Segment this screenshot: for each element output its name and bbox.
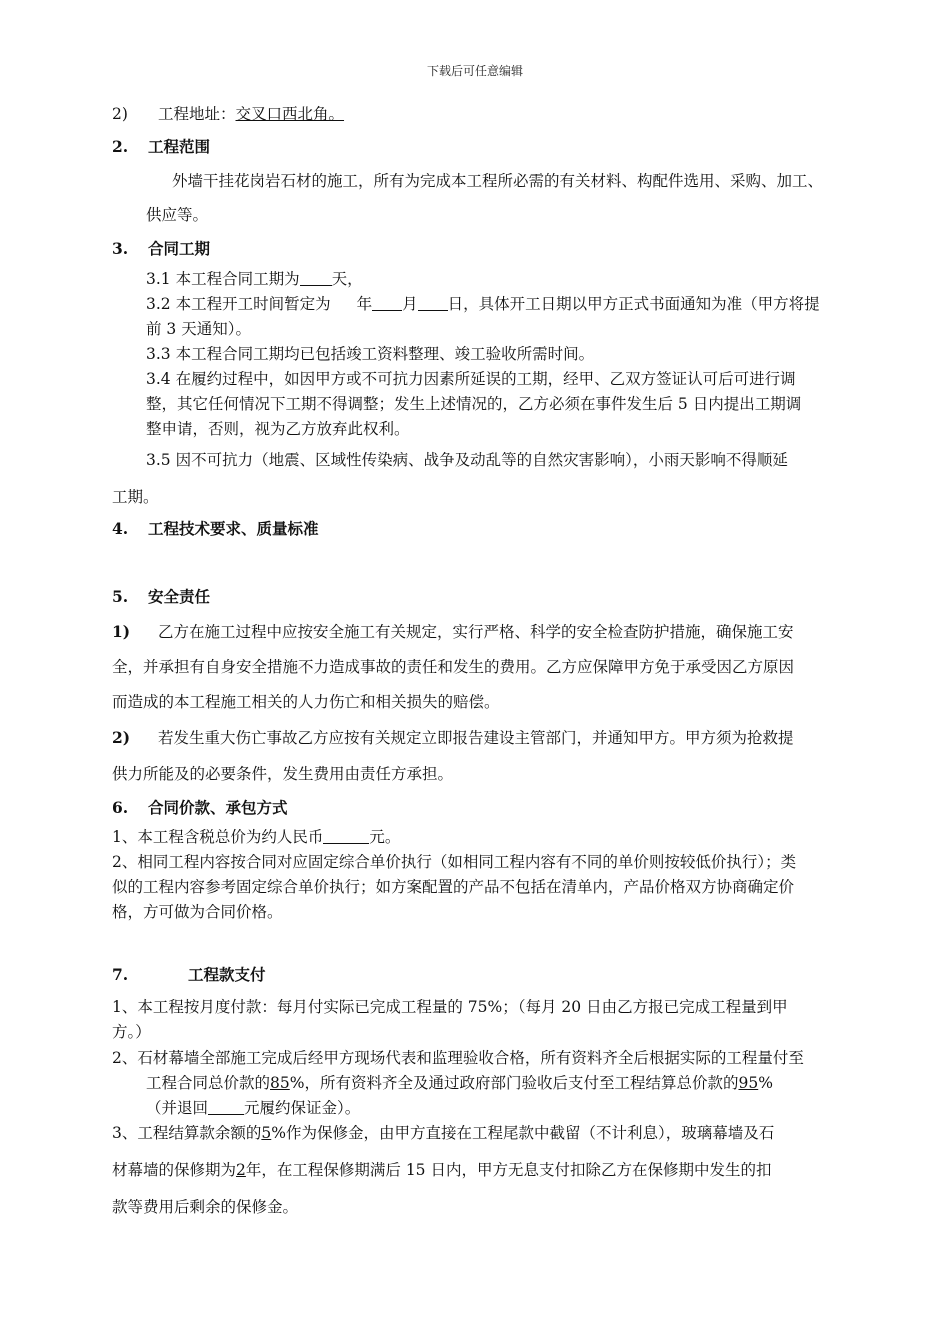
section-heading-5 xyxy=(112,585,210,609)
clause-text: 3.1 本工程合同工期为 xyxy=(146,270,300,288)
section-heading-7 xyxy=(112,963,266,987)
item-text: 乙方在施工过程中应按安全施工有关规定，实行严格、科学的安全检查防护措施，确保施工安 xyxy=(158,623,794,641)
paragraph-line: 前 3 天通知）。 xyxy=(146,320,251,338)
payment-line-2b xyxy=(146,1071,773,1095)
line-text: %作为保修金，由甲方直接在工程尾款中截留（不计利息），玻璃幕墙及石 xyxy=(271,1124,775,1142)
fill-blank xyxy=(300,269,332,286)
section-title: 合同价款、承包方式 xyxy=(148,798,288,817)
paragraph-line: 供应等。 xyxy=(146,206,209,224)
clause-3-3: 3.3 本工程合同工期均已包括竣工资料整理、竣工验收所需时间。 xyxy=(146,345,595,363)
percent-value: 5 xyxy=(261,1124,272,1142)
line-text: 元。 xyxy=(369,828,401,846)
percent-value: 95 xyxy=(738,1074,759,1092)
paragraph-line: 而造成的本工程施工相关的人力伤亡和相关损失的赔偿。 xyxy=(112,693,500,711)
line-text: 材幕墙的保修期为 xyxy=(112,1161,237,1179)
fill-blank xyxy=(418,294,448,311)
line-text: % xyxy=(758,1074,773,1092)
page-header: 下载后可任意编辑 xyxy=(426,64,523,78)
line-text: 年，在工程保修期满后 15 日内，甲方无息支付扣除乙方在保修期中发生的扣 xyxy=(245,1161,772,1179)
clause-3-2 xyxy=(146,292,820,316)
payment-line-1: 1、本工程按月度付款：每月付实际已完成工程量的 75%；（每月 20 日由乙方报已完成工程量到甲 xyxy=(112,998,788,1016)
section-heading-2 xyxy=(112,135,210,159)
payment-line-3 xyxy=(112,1121,774,1145)
line-text: 元履约保证金）。 xyxy=(244,1099,361,1117)
clause-text: 天， xyxy=(331,270,363,288)
fill-blank xyxy=(323,827,369,844)
section-title: 工程款支付 xyxy=(188,965,266,984)
safety-item-2 xyxy=(112,726,794,750)
fill-blank xyxy=(208,1098,244,1115)
section-title: 工程技术要求、质量标准 xyxy=(148,519,319,538)
section-number: 3. xyxy=(112,239,129,258)
paragraph-line: 整申请，否则，视为乙方放弃此权利。 xyxy=(146,420,410,438)
section-title: 合同工期 xyxy=(148,239,211,258)
item-number: 1) xyxy=(112,622,131,641)
line-text: （并退回 xyxy=(146,1099,209,1117)
clause-text: 月 xyxy=(402,295,418,313)
price-line-2: 2、相同工程内容按合同对应固定综合单价执行（如相同工程内容有不同的单价则按较低价执行）；类 xyxy=(112,853,797,871)
section-number: 2. xyxy=(112,137,129,156)
paragraph-line: 全，并承担有自身安全措施不力造成事故的责任和发生的费用。乙方应保障甲方免于承受因乙方原因 xyxy=(112,658,795,676)
payment-line-2: 2、石材幕墙全部施工完成后经甲方现场代表和监理验收合格，所有资料齐全后根据实际的工程量付至 xyxy=(112,1049,804,1067)
clause-3-4: 3.4 在履约过程中，如因甲方或不可抗力因素所延误的工期，经甲、乙双方签证认可后可进行调 xyxy=(146,370,796,388)
address-line xyxy=(112,102,344,126)
section-heading-6 xyxy=(112,796,288,820)
section-heading-3 xyxy=(112,237,210,261)
warranty-years: 2 xyxy=(236,1161,246,1179)
section-number: 5. xyxy=(112,587,129,606)
item-text: 若发生重大伤亡事故乙方应按有关规定立即报告建设主管部门，并通知甲方。甲方须为抢救提 xyxy=(158,729,794,747)
address-label: 工程地址： xyxy=(158,105,236,123)
item-number: 2) xyxy=(112,728,131,747)
clause-text: 3.2 本工程开工时间暂定为 xyxy=(146,295,331,313)
paragraph-line: 方。） xyxy=(112,1023,151,1041)
line-text: 工程合同总价款的 xyxy=(146,1074,271,1092)
section-title: 工程范围 xyxy=(148,137,211,156)
section-number: 6. xyxy=(112,798,129,817)
section-number: 4. xyxy=(112,519,129,538)
clause-3-5: 3.5 因不可抗力（地震、区域性传染病、战争及动乱等的自然灾害影响），小雨天影响不得顺延 xyxy=(146,451,788,469)
percent-value: 85 xyxy=(270,1074,290,1092)
payment-line-3b xyxy=(112,1158,771,1182)
line-text: 1、本工程含税总价为约人民币 xyxy=(112,828,324,846)
paragraph-line: 似的工程内容参考固定综合单价执行；如方案配置的产品不包括在清单内，产品价格双方协商确定价 xyxy=(112,878,795,896)
paragraph-line: 款等费用后剩余的保修金。 xyxy=(112,1198,299,1216)
price-line-1 xyxy=(112,825,400,849)
section-heading-4 xyxy=(112,517,319,541)
paragraph-line: 外墙干挂花岗岩石材的施工，所有为完成本工程所必需的有关材料、构配件选用、采购、加工、 xyxy=(172,172,824,190)
section-title: 安全责任 xyxy=(148,587,211,606)
paragraph-line: 整，其它任何情况下工期不得调整；发生上述情况的，乙方必须在事件发生后 5 日内提出工期调 xyxy=(146,395,802,413)
paragraph-line: 供力所能及的必要条件，发生费用由责任方承担。 xyxy=(112,765,454,783)
fill-blank xyxy=(372,294,402,311)
safety-item-1 xyxy=(112,620,794,644)
item-number: 2) xyxy=(112,105,128,123)
paragraph-line: 格，方可做为合同价格。 xyxy=(112,903,283,921)
line-text: %，所有资料齐全及通过政府部门验收后支付至工程结算总价款的 xyxy=(289,1074,739,1092)
line-text: 3、工程结算款余额的 xyxy=(112,1124,262,1142)
section-number: 7. xyxy=(112,965,129,984)
clause-text: 年 xyxy=(356,295,373,313)
address-value: 交叉口西北角。 xyxy=(235,105,345,123)
clause-3-1 xyxy=(146,267,363,291)
payment-line-2c xyxy=(146,1096,360,1120)
clause-text: 日，具体开工日期以甲方正式书面通知为准（甲方将提 xyxy=(447,295,820,313)
paragraph-line: 工期。 xyxy=(112,488,159,506)
